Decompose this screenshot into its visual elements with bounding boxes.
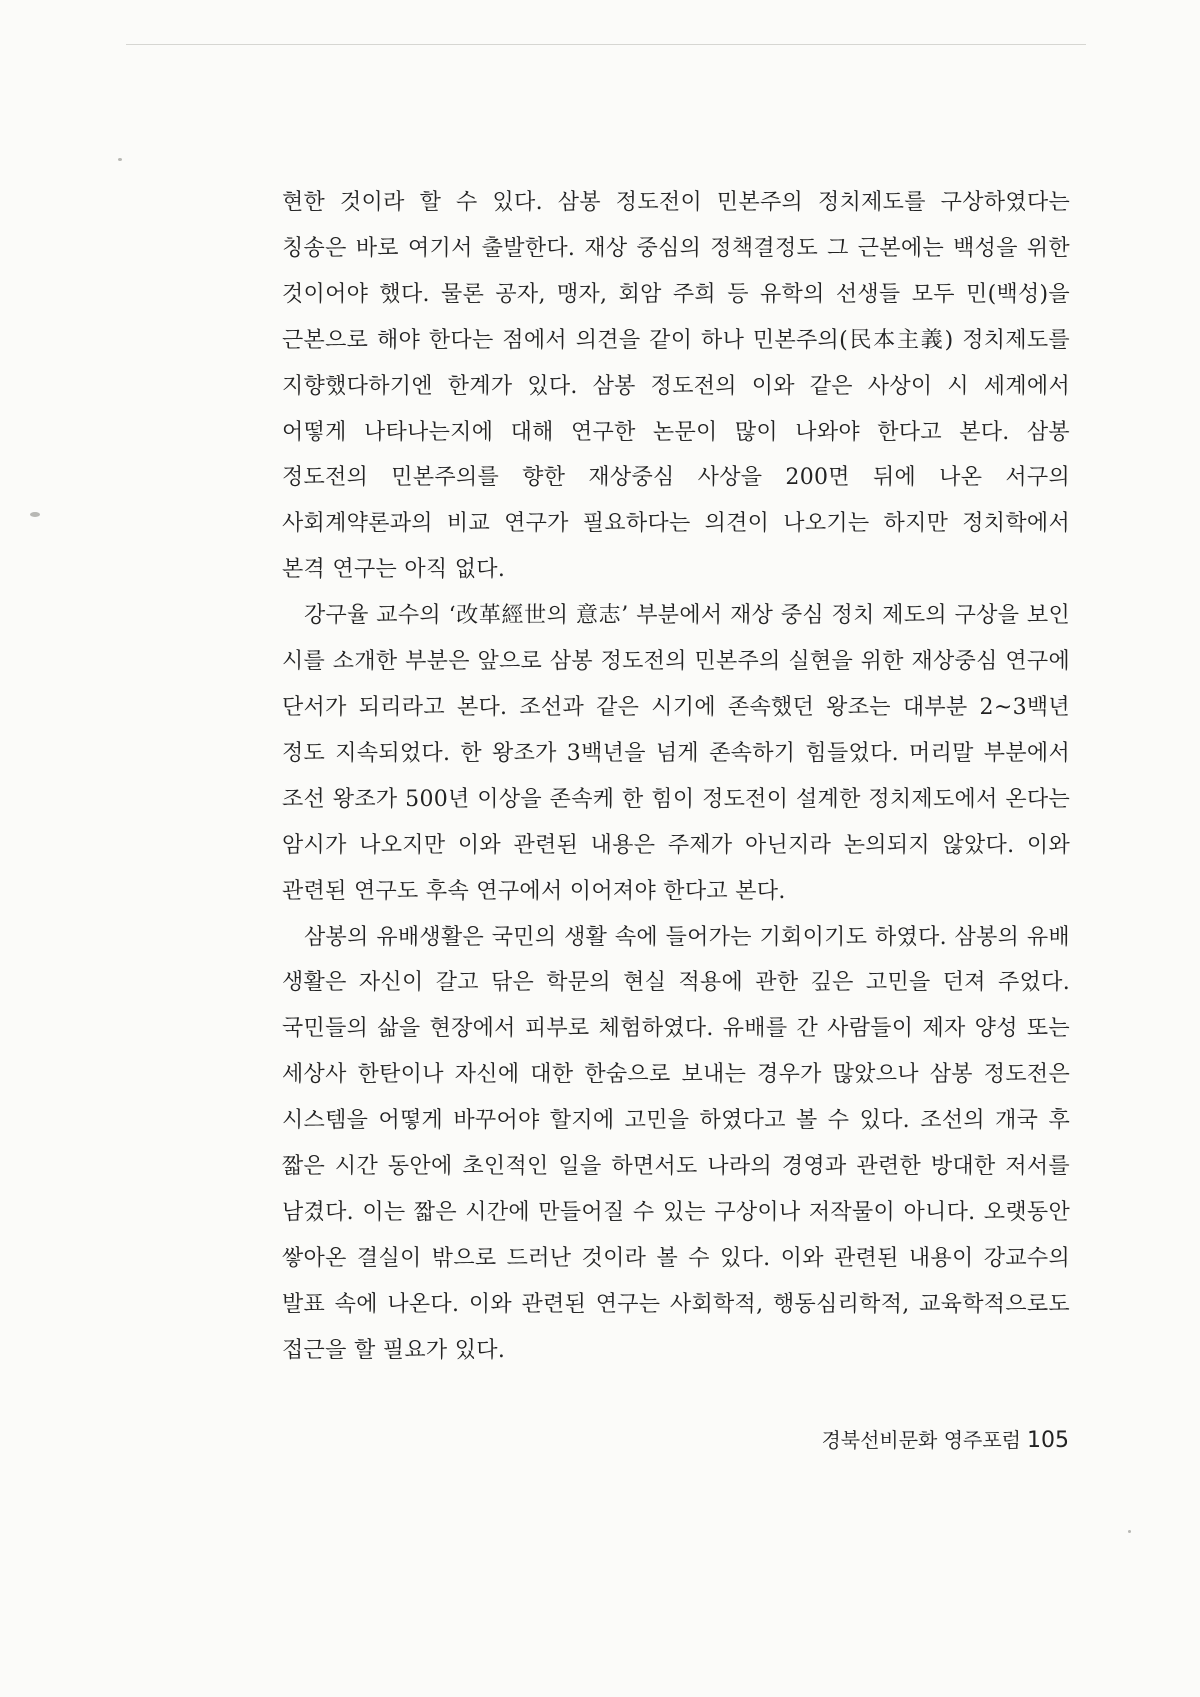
paragraph-2: 강구율 교수의 ‘改革經世의 意志’ 부분에서 재상 중심 정치 제도의 구상을 보인 시를 소개한 부분은 앞으로 삼봉 정도전의 민본주의 실현을 위한 재상중심 연구에 단서가 되리라고 본다. 조선과 같은 시기에 존속했던 왕조는 대부분 2~3백년 정도 지속되었다. 한 왕조가 3백년을 넘게 존속하기 힘들었다. 머리말 부분에서 조선 왕조가 500년 이상을 존속케 한 힘이 정도전이 설계한 정치제도에서 온다는 암시가 나오지만 이와 관련된 내용은 주제가 아닌지라 논의되지 않았다. 이와 관련된 연구도 후속 연구에서 이어져야 한다고 본다. — [282, 603, 1070, 904]
page-footer — [821, 1424, 1069, 1453]
scan-speck — [30, 512, 40, 517]
header-rule — [126, 44, 1086, 45]
page-number: 105 — [1027, 1428, 1069, 1453]
paragraph-1: 현한 것이라 할 수 있다. 삼봉 정도전이 민본주의 정치제도를 구상하였다는 칭송은 바로 여기서 출발한다. 재상 중심의 정책결정도 그 근본에는 백성을 위한 것이어야 했다. 물론 공자, 맹자, 회암 주희 등 유학의 선생들 모두 민(백성)을 근본으로 해야 한다는 점에서 의견을 같이 하나 민본주의(民本主義) 정치제도를 지향했다하기엔 한계가 있다. 삼봉 정도전의 이와 같은 사상이 시 세계에서 어떻게 나타나는지에 대해 연구한 논문이 많이 나와야 한다고 본다. 삼봉 정도전의 민본주의를 향한 재상중심 사상을 200면 뒤에 나온 서구의 사회계약론과의 비교 연구가 필요하다는 의견이 나오기는 하지만 정치학에서 본격 연구는 아직 없다. — [282, 190, 1070, 583]
publication-title: 경북선비문화 영주포럼 — [821, 1428, 1021, 1452]
article-body — [282, 180, 1070, 1374]
scan-speck — [1128, 1530, 1131, 1533]
paragraph-3: 삼봉의 유배생활은 국민의 생활 속에 들어가는 기회이기도 하였다. 삼봉의 유배 생활은 자신이 갈고 닦은 학문의 현실 적용에 관한 깊은 고민을 던져 주었다. 국민들의 삶을 현장에서 피부로 체험하였다. 유배를 간 사람들이 제자 양성 또는 세상사 한탄이나 자신에 대한 한숨으로 보내는 경우가 많았으나 삼봉 정도전은 시스템을 어떻게 바꾸어야 할지에 고민을 하였다고 볼 수 있다. 조선의 개국 후 짧은 시간 동안에 초인적인 일을 하면서도 나라의 경영과 관련한 방대한 저서를 남겼다. 이는 짧은 시간에 만들어질 수 있는 구상이나 저작물이 아니다. 오랫동안 쌓아온 결실이 밖으로 드러난 것이라 볼 수 있다. 이와 관련된 내용이 강교수의 발표 속에 나온다. 이와 관련된 연구는 사회학적, 행동심리학적, 교육학적으로도 접근을 할 필요가 있다. — [282, 924, 1070, 1363]
scan-speck — [118, 158, 122, 161]
